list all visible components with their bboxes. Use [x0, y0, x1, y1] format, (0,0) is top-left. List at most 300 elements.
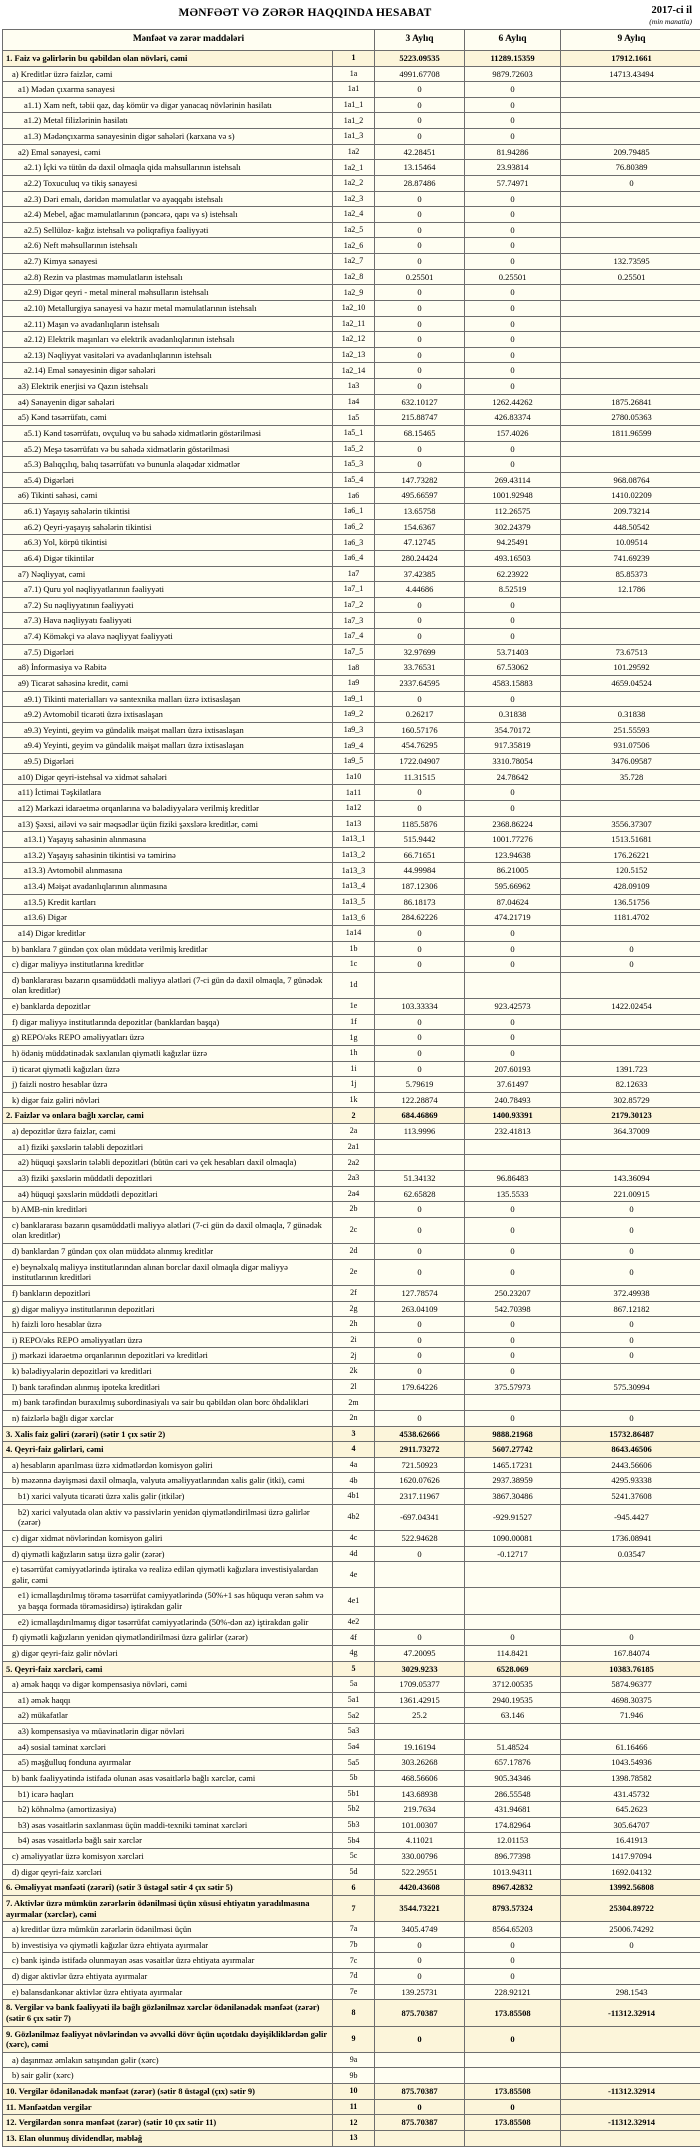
- value-3m: 103.33334: [375, 999, 465, 1015]
- value-3m: 1709.05377: [375, 1677, 465, 1693]
- value-3m: 0: [375, 379, 465, 395]
- value-6m: 8.52519: [465, 582, 561, 598]
- value-9m: [561, 1969, 700, 1985]
- row-label: 5. Qeyri-faiz xərcləri, cəmi: [3, 1661, 333, 1677]
- row-code: 1a1_2: [333, 113, 375, 129]
- table-row: [3, 910, 700, 926]
- row-label: k) bələdiyyələrin depozitləri və kreditləri: [3, 1364, 333, 1380]
- value-3m: 113.9996: [375, 1124, 465, 1140]
- value-9m: -11312.32914: [561, 2115, 700, 2131]
- row-label: a3) Elektrik enerjisi və Qazın istehsalı: [3, 379, 333, 395]
- value-9m: -945.4427: [561, 1504, 700, 1530]
- value-6m: 0: [465, 207, 561, 223]
- value-9m: 82.12633: [561, 1077, 700, 1093]
- table-row: [3, 1849, 700, 1865]
- row-code: 9a: [333, 2052, 375, 2068]
- value-9m: 167.84074: [561, 1645, 700, 1661]
- row-label: h) faizli loro hesablar üzrə: [3, 1317, 333, 1333]
- value-3m: 0: [375, 113, 465, 129]
- value-9m: 0: [561, 1202, 700, 1218]
- table-row: [3, 347, 700, 363]
- row-label: a13.1) Yaşayış sahəsinin alınmasına: [3, 832, 333, 848]
- value-6m: 1465.17231: [465, 1457, 561, 1473]
- value-3m: 0: [375, 82, 465, 98]
- value-6m: 1262.44262: [465, 394, 561, 410]
- table-row: [3, 1504, 700, 1530]
- row-label: a4) Sənayenin digər sahələri: [3, 394, 333, 410]
- value-6m: 0: [465, 1045, 561, 1061]
- row-code: 1a13_3: [333, 863, 375, 879]
- value-3m: 330.00796: [375, 1849, 465, 1865]
- value-3m: 0: [375, 207, 465, 223]
- table-row: [3, 504, 700, 520]
- table-row: [3, 1124, 700, 1140]
- row-label: a9.1) Tikinti materialları və santexnika malları üzrə ixtisaslaşan: [3, 691, 333, 707]
- row-code: 7d: [333, 1969, 375, 1985]
- value-6m: 0: [465, 1030, 561, 1046]
- value-9m: 1811.96599: [561, 425, 700, 441]
- value-9m: 305.64707: [561, 1817, 700, 1833]
- value-9m: [561, 82, 700, 98]
- value-3m: 0: [375, 316, 465, 332]
- row-code: 1a11: [333, 785, 375, 801]
- value-9m: 0.03547: [561, 1546, 700, 1562]
- value-6m: 595.66962: [465, 879, 561, 895]
- value-6m: [465, 1614, 561, 1630]
- value-6m: 173.85508: [465, 2000, 561, 2026]
- report-header: [2, 3, 698, 29]
- value-9m: [561, 347, 700, 363]
- value-6m: 3867.30486: [465, 1489, 561, 1505]
- value-9m: 1736.08941: [561, 1530, 700, 1546]
- row-code: 1a2_2: [333, 175, 375, 191]
- value-6m: 2368.86224: [465, 816, 561, 832]
- table-row: [3, 1317, 700, 1333]
- row-code: 1a9_1: [333, 691, 375, 707]
- value-3m: [375, 1395, 465, 1411]
- value-9m: [561, 1139, 700, 1155]
- value-9m: 4295.93338: [561, 1473, 700, 1489]
- value-9m: 1181.4702: [561, 910, 700, 926]
- value-9m: [561, 1045, 700, 1061]
- row-code: 1a2_14: [333, 363, 375, 379]
- value-9m: 1043.54936: [561, 1755, 700, 1771]
- value-9m: 0: [561, 1259, 700, 1285]
- value-6m: 94.25491: [465, 535, 561, 551]
- row-code: 1a6_3: [333, 535, 375, 551]
- table-row: [3, 999, 700, 1015]
- row-code: 1a2_6: [333, 238, 375, 254]
- table-row: [3, 629, 700, 645]
- row-label: a2.3) Dəri emalı, dəridən məmulatlar və ayaqqabı istehsalı: [3, 191, 333, 207]
- table-row: [3, 738, 700, 754]
- value-9m: 71.946: [561, 1708, 700, 1724]
- table-row: [3, 2068, 700, 2084]
- row-label: a9.3) Yeyinti, geyim və gündəlik məişət malları üzrə ixtisaslaşan: [3, 722, 333, 738]
- value-3m: 0: [375, 2026, 465, 2052]
- row-code: 1a: [333, 66, 375, 82]
- value-9m: 2443.56606: [561, 1457, 700, 1473]
- value-3m: 454.76295: [375, 738, 465, 754]
- value-9m: [561, 191, 700, 207]
- value-6m: 354.70172: [465, 722, 561, 738]
- value-3m: -697.04341: [375, 1504, 465, 1530]
- table-row: [3, 2084, 700, 2100]
- table-row: [3, 691, 700, 707]
- value-3m: 0: [375, 191, 465, 207]
- value-9m: 5874.96377: [561, 1677, 700, 1693]
- value-3m: 5223.09535: [375, 50, 465, 66]
- table-row: [3, 566, 700, 582]
- value-3m: 33.76531: [375, 660, 465, 676]
- value-9m: 1417.97094: [561, 1849, 700, 1865]
- row-label: c) digər maliyyə institutlarına kreditlər: [3, 957, 333, 973]
- table-row: [3, 847, 700, 863]
- value-9m: 176.26221: [561, 847, 700, 863]
- table-row: [3, 1301, 700, 1317]
- value-6m: 0: [465, 1259, 561, 1285]
- value-3m: 4420.43608: [375, 1880, 465, 1896]
- value-6m: 0: [465, 129, 561, 145]
- value-6m: 269.43114: [465, 472, 561, 488]
- row-code: 1a3: [333, 379, 375, 395]
- row-label: a2.9) Digər qeyri - metal mineral məhsulların istehsalı: [3, 285, 333, 301]
- value-9m: 73.67513: [561, 644, 700, 660]
- value-3m: 0: [375, 300, 465, 316]
- table-row: [3, 1332, 700, 1348]
- value-6m: 1001.77276: [465, 832, 561, 848]
- table-row: [3, 1895, 700, 1921]
- value-9m: 298.1543: [561, 1984, 700, 2000]
- value-6m: 923.42573: [465, 999, 561, 1015]
- value-6m: 0: [465, 1217, 561, 1243]
- row-code: 1a13_1: [333, 832, 375, 848]
- table-row: [3, 222, 700, 238]
- value-9m: 0: [561, 175, 700, 191]
- row-label: b1) xarici valyuta ticarəti üzrə xalis gəlir (itkilər): [3, 1489, 333, 1505]
- value-6m: 0: [465, 957, 561, 973]
- value-6m: 0: [465, 691, 561, 707]
- row-code: 4g: [333, 1645, 375, 1661]
- row-label: a11) İctimai Təşkilatlara: [3, 785, 333, 801]
- row-code: 2i: [333, 1332, 375, 1348]
- value-6m: 11289.15359: [465, 50, 561, 66]
- value-9m: 0: [561, 1317, 700, 1333]
- row-label: a7) Nəqliyyat, cəmi: [3, 566, 333, 582]
- row-label: 11. Mənfəətdən vergilər: [3, 2099, 333, 2115]
- table-row: [3, 1217, 700, 1243]
- row-code: 1a9_3: [333, 722, 375, 738]
- value-9m: [561, 629, 700, 645]
- value-6m: 0: [465, 613, 561, 629]
- row-code: 7e: [333, 1984, 375, 2000]
- table-row: [3, 1442, 700, 1458]
- value-6m: 86.21005: [465, 863, 561, 879]
- value-9m: [561, 1953, 700, 1969]
- value-9m: 4698.30375: [561, 1692, 700, 1708]
- value-9m: 2780.05363: [561, 410, 700, 426]
- table-row: [3, 1139, 700, 1155]
- row-code: 2j: [333, 1348, 375, 1364]
- row-code: 1a7_3: [333, 613, 375, 629]
- row-code: 1a2_13: [333, 347, 375, 363]
- value-6m: 0: [465, 191, 561, 207]
- value-9m: [561, 2068, 700, 2084]
- row-label: 7. Aktivlər üzrə mümkün zərərlərin ödənilməsi üçün xüsusi ehtiyatın yaradılmasına ayırmalar (xərclər), cəmi: [3, 1895, 333, 1921]
- value-6m: 0: [465, 347, 561, 363]
- value-6m: 114.8421: [465, 1645, 561, 1661]
- row-label: a13.4) Məişət avadanlıqlarının alınmasına: [3, 879, 333, 895]
- value-6m: 0: [465, 1969, 561, 1985]
- row-code: 10: [333, 2084, 375, 2100]
- value-9m: [561, 785, 700, 801]
- row-label: b) sair gəlir (xərc): [3, 2068, 333, 2084]
- value-3m: 0: [375, 97, 465, 113]
- row-label: a9.2) Avtomobil ticarəti üzrə ixtisaslaşan: [3, 707, 333, 723]
- value-3m: 215.88747: [375, 410, 465, 426]
- table-row: [3, 1645, 700, 1661]
- row-code: 1a2_10: [333, 300, 375, 316]
- value-9m: -11312.32914: [561, 2084, 700, 2100]
- row-label: j) faizli nostro hesablar üzrə: [3, 1077, 333, 1093]
- value-3m: 0: [375, 1061, 465, 1077]
- value-9m: [561, 1395, 700, 1411]
- row-label: e2) icmallaşdırılmamış digər təsərrüfat cəmiyyətlərində (50%-dən az) iştirakdan gəlir: [3, 1614, 333, 1630]
- table-row: [3, 50, 700, 66]
- value-6m: 896.77398: [465, 1849, 561, 1865]
- value-9m: [561, 1014, 700, 1030]
- value-6m: 2940.19535: [465, 1692, 561, 1708]
- value-6m: [465, 972, 561, 998]
- table-row: [3, 1692, 700, 1708]
- value-9m: [561, 285, 700, 301]
- table-row: [3, 722, 700, 738]
- row-code: 4a: [333, 1457, 375, 1473]
- table-row: [3, 535, 700, 551]
- value-6m: 12.01153: [465, 1833, 561, 1849]
- row-label: a2.13) Nəqliyyat vasitələri və avadanlıqlarının istehsalı: [3, 347, 333, 363]
- value-3m: 0: [375, 222, 465, 238]
- value-6m: 240.78493: [465, 1092, 561, 1108]
- row-code: 4f: [333, 1630, 375, 1646]
- value-3m: 47.20095: [375, 1645, 465, 1661]
- table-row: [3, 1546, 700, 1562]
- value-3m: 0.25501: [375, 269, 465, 285]
- row-label: a4) hüquqi şəxslərin müddətli depozitləri: [3, 1186, 333, 1202]
- row-code: 1a2_12: [333, 332, 375, 348]
- value-3m: 284.62226: [375, 910, 465, 926]
- value-6m: 0: [465, 1244, 561, 1260]
- row-code: 1a13_4: [333, 879, 375, 895]
- value-9m: [561, 972, 700, 998]
- row-code: 2g: [333, 1301, 375, 1317]
- table-row: [3, 1077, 700, 1093]
- value-9m: 85.85373: [561, 566, 700, 582]
- row-code: 7b: [333, 1937, 375, 1953]
- page-title: MƏNFƏƏT VƏ ZƏRƏR HAQQINDA HESABAT: [8, 5, 602, 19]
- table-row: [3, 707, 700, 723]
- report-year: 2017-ci il: [602, 5, 692, 16]
- table-row: [3, 1937, 700, 1953]
- row-label: a7.5) Digərləri: [3, 644, 333, 660]
- table-row: [3, 1864, 700, 1880]
- report-table-body: [3, 50, 700, 2146]
- row-code: 4: [333, 1442, 375, 1458]
- row-label: a7.2) Su nəqliyyatının fəaliyyəti: [3, 597, 333, 613]
- value-3m: 0: [375, 1259, 465, 1285]
- value-3m: [375, 2130, 465, 2146]
- row-code: 5a3: [333, 1724, 375, 1740]
- row-label: a) daşınmaz əmlakın satışından gəlir (xərc): [3, 2052, 333, 2068]
- row-label: a13.2) Yaşayış sahəsinin tikintisi və təmirinə: [3, 847, 333, 863]
- table-row: [3, 1614, 700, 1630]
- value-6m: 5607.27742: [465, 1442, 561, 1458]
- value-6m: 0: [465, 1202, 561, 1218]
- value-9m: [561, 316, 700, 332]
- value-6m: 2937.38959: [465, 1473, 561, 1489]
- table-row: [3, 1880, 700, 1896]
- value-6m: 302.24379: [465, 519, 561, 535]
- row-label: a14) Digər kreditlər: [3, 925, 333, 941]
- value-6m: 0: [465, 363, 561, 379]
- value-3m: 0: [375, 363, 465, 379]
- value-6m: 0: [465, 457, 561, 473]
- table-row: [3, 1708, 700, 1724]
- value-3m: 0: [375, 785, 465, 801]
- value-6m: 1001.92948: [465, 488, 561, 504]
- value-3m: [375, 1139, 465, 1155]
- row-code: 2c: [333, 1217, 375, 1243]
- table-row: [3, 1379, 700, 1395]
- value-6m: 57.74971: [465, 175, 561, 191]
- row-code: 2l: [333, 1379, 375, 1395]
- row-code: 9: [333, 2026, 375, 2052]
- row-label: b) banklara 7 gündən çox olan müddətə verilmiş kreditlər: [3, 941, 333, 957]
- row-label: b3) əsas vəsaitlərin saxlanması üçün maddi-texniki təminat xərcləri: [3, 1817, 333, 1833]
- table-row: [3, 457, 700, 473]
- table-row: [3, 1186, 700, 1202]
- value-9m: [561, 2052, 700, 2068]
- row-label: d) banklararası bazarın qısamüddətli maliyyə alətləri (7-ci gün də daxil olmaqla, 7 günədək olan kreditlər): [3, 972, 333, 998]
- value-3m: 0: [375, 1937, 465, 1953]
- row-label: e) beynəlxalq maliyyə institutlarından alınan borclar daxil olmaqla digər maliyyə institutlarının kreditləri: [3, 1259, 333, 1285]
- table-row: [3, 394, 700, 410]
- row-label: a7.3) Hava nəqliyyatı fəaliyyəti: [3, 613, 333, 629]
- value-9m: [561, 332, 700, 348]
- value-3m: 0: [375, 1244, 465, 1260]
- table-row: [3, 2000, 700, 2026]
- value-6m: 157.4026: [465, 425, 561, 441]
- table-row: [3, 816, 700, 832]
- row-label: a1.2) Metal filizlərinin hasilatı: [3, 113, 333, 129]
- table-row: [3, 1061, 700, 1077]
- value-3m: 495.66597: [375, 488, 465, 504]
- value-6m: [465, 1395, 561, 1411]
- value-6m: 0: [465, 97, 561, 113]
- value-3m: 13.15464: [375, 160, 465, 176]
- row-label: a) Kreditlər üzrə faizlər, cəmi: [3, 66, 333, 82]
- row-label: a2) mükafatlar: [3, 1708, 333, 1724]
- table-row: [3, 1755, 700, 1771]
- row-label: a6.1) Yaşayış sahələrin tikintisi: [3, 504, 333, 520]
- table-row: [3, 238, 700, 254]
- table-row: [3, 175, 700, 191]
- value-6m: 0: [465, 629, 561, 645]
- table-row: [3, 894, 700, 910]
- value-3m: 0: [375, 1045, 465, 1061]
- row-label: a5.4) Digərləri: [3, 472, 333, 488]
- value-3m: 875.70387: [375, 2084, 465, 2100]
- value-9m: 645.2623: [561, 1802, 700, 1818]
- value-3m: 1185.5876: [375, 816, 465, 832]
- value-6m: 0: [465, 1364, 561, 1380]
- value-6m: 173.85508: [465, 2084, 561, 2100]
- row-code: 1a13_2: [333, 847, 375, 863]
- row-label: a2.7) Kimya sənayesi: [3, 254, 333, 270]
- value-6m: 0: [465, 113, 561, 129]
- value-3m: [375, 972, 465, 998]
- table-row: [3, 2099, 700, 2115]
- row-code: 5c: [333, 1849, 375, 1865]
- table-row: [3, 785, 700, 801]
- value-3m: 0: [375, 613, 465, 629]
- table-row: [3, 1489, 700, 1505]
- value-3m: 143.68938: [375, 1786, 465, 1802]
- value-3m: 66.71651: [375, 847, 465, 863]
- value-9m: 1692.04132: [561, 1864, 700, 1880]
- value-3m: 721.50923: [375, 1457, 465, 1473]
- value-6m: 8564.65203: [465, 1922, 561, 1938]
- value-9m: 76.80389: [561, 160, 700, 176]
- row-code: 1a9: [333, 675, 375, 691]
- row-label: a2.1) İçki və tütün də daxil olmaqla qida məhsullarının istehsalı: [3, 160, 333, 176]
- value-9m: 0: [561, 1410, 700, 1426]
- table-row: [3, 675, 700, 691]
- value-9m: [561, 363, 700, 379]
- value-9m: 0: [561, 1217, 700, 1243]
- row-code: 5b3: [333, 1817, 375, 1833]
- table-row: [3, 1817, 700, 1833]
- row-label: a2) Emal sənayesi, cəmi: [3, 144, 333, 160]
- row-code: 1a4: [333, 394, 375, 410]
- value-9m: [561, 1030, 700, 1046]
- row-label: b4) əsas vəsaitlərlə bağlı sair xərclər: [3, 1833, 333, 1849]
- row-code: 12: [333, 2115, 375, 2131]
- value-3m: 515.9442: [375, 832, 465, 848]
- value-3m: 0: [375, 1546, 465, 1562]
- row-code: 7: [333, 1895, 375, 1921]
- value-9m: 931.07506: [561, 738, 700, 754]
- table-row: [3, 550, 700, 566]
- row-code: 1a9_2: [333, 707, 375, 723]
- value-6m: 657.17876: [465, 1755, 561, 1771]
- value-9m: 2179.30123: [561, 1108, 700, 1124]
- value-9m: 428.09109: [561, 879, 700, 895]
- value-9m: [561, 613, 700, 629]
- value-6m: 3712.00535: [465, 1677, 561, 1693]
- value-6m: 4583.15883: [465, 675, 561, 691]
- table-row: [3, 300, 700, 316]
- value-6m: 87.04624: [465, 894, 561, 910]
- row-code: 1a2_5: [333, 222, 375, 238]
- table-row: [3, 2052, 700, 2068]
- value-6m: 0: [465, 1014, 561, 1030]
- row-label: d) digər qeyri-faiz xərcləri: [3, 1864, 333, 1880]
- row-code: 5a2: [333, 1708, 375, 1724]
- row-code: 1a2_9: [333, 285, 375, 301]
- table-row: [3, 1588, 700, 1614]
- row-label: a2.14) Emal sənayesinin digər sahələri: [3, 363, 333, 379]
